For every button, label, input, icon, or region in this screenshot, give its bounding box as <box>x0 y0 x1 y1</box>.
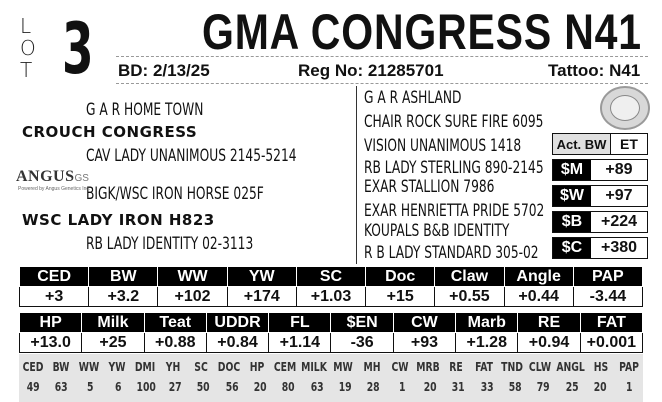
percentile-value: 5 <box>86 380 94 394</box>
epd-value: -36 <box>331 333 393 353</box>
percentile-header: YH <box>166 360 181 374</box>
epd-value: +102 <box>158 287 227 307</box>
breed-association-seal-icon <box>600 86 650 130</box>
birth-date: BD: 2/13/25 <box>118 61 210 80</box>
percentile-rankings <box>19 354 643 402</box>
percentile-header: WW <box>78 360 100 374</box>
epd-value: +93 <box>393 333 455 353</box>
epd-header: BW <box>89 267 158 287</box>
epd-header: $EN <box>331 313 393 333</box>
sire-sire: G A R HOME TOWN <box>86 100 204 120</box>
actual-birth-weight-value: ET <box>620 136 638 152</box>
percentile-value-row <box>19 380 643 394</box>
epd-value: -3.44 <box>573 287 642 307</box>
percentile-value: 20 <box>253 380 267 394</box>
epd-header: Teat <box>144 313 206 333</box>
epd-value: +0.94 <box>518 333 580 353</box>
percentile-value: 63 <box>310 380 324 394</box>
epd-header: FL <box>269 313 331 333</box>
epd-header: HP <box>20 313 82 333</box>
epd-header: SC <box>296 267 365 287</box>
epd-value: +0.84 <box>206 333 268 353</box>
registration-number-value: 21285701 <box>367 61 444 80</box>
epd-value: +13.0 <box>20 333 82 353</box>
epd-value-row <box>20 333 643 353</box>
percentile-value: 49 <box>26 380 40 394</box>
percentile-header: HS <box>593 360 609 374</box>
percentile-header: MRB <box>415 360 440 374</box>
tattoo-value: N41 <box>609 61 641 80</box>
epd-value: +15 <box>366 287 435 307</box>
angus-gs-logo: ANGUSGS <box>16 168 89 185</box>
percentile-header: CW <box>391 360 409 374</box>
epd-value: +1.14 <box>269 333 331 353</box>
birth-date-value: 2/13/25 <box>152 61 210 80</box>
percentile-header: ANGL <box>556 360 585 374</box>
animal-name-title: GMA CONGRESS N41 <box>202 4 642 60</box>
percentile-value: 20 <box>593 380 607 394</box>
epd-header: YW <box>227 267 296 287</box>
percentile-value: 28 <box>367 380 380 394</box>
pedigree-right-6: EXAR HENRIETTA PRIDE 5702 <box>364 201 545 221</box>
epd-header-row <box>20 313 643 333</box>
percentile-value: 25 <box>565 380 579 394</box>
epd-value: +3.2 <box>89 287 158 307</box>
percentile-header: PAP <box>619 360 639 374</box>
epd-value: +1.28 <box>456 333 518 353</box>
percentile-value: 20 <box>423 380 437 394</box>
percentile-header: MH <box>363 360 381 374</box>
divider-top <box>116 56 648 57</box>
percentile-value: 80 <box>281 380 295 394</box>
epd-table-1 <box>19 266 643 307</box>
epd-value: +174 <box>227 287 296 307</box>
sire-dam: CAV LADY UNANIMOUS 2145-5214 <box>86 146 297 166</box>
percentile-header: CLW <box>528 360 551 374</box>
tattoo: Tattoo: N41 <box>548 61 641 80</box>
pedigree-right-1: G A R ASHLAND <box>364 88 462 108</box>
percentile-value: 31 <box>452 380 466 394</box>
epd-header: PAP <box>573 267 642 287</box>
epd-header: Claw <box>435 267 504 287</box>
pedigree-right-3: VISION UNANIMOUS 1418 <box>364 136 522 156</box>
dam: WSC LADY IRON H823 <box>22 211 215 229</box>
percentile-header: RE <box>448 360 463 374</box>
percentile-value: 63 <box>55 380 68 394</box>
epd-value: +0.44 <box>504 287 573 307</box>
angus-logo-tagline: Powered by Angus Genetics Inc. <box>18 186 91 192</box>
percentile-header: FAT <box>474 360 493 374</box>
pedigree-divider <box>356 86 357 264</box>
epd-header: RE <box>518 313 580 333</box>
epd-header: UDDR <box>206 313 268 333</box>
epd-header: Doc <box>366 267 435 287</box>
dollar-index-m: $M +89 <box>552 159 648 181</box>
percentile-header-row <box>19 360 643 374</box>
percentile-header: YW <box>108 360 126 374</box>
pedigree-right-5: EXAR STALLION 7986 <box>364 177 495 197</box>
pedigree-right-4: RB LADY STERLING 890-2145 <box>364 158 544 178</box>
percentile-value: 100 <box>136 380 157 394</box>
epd-header: FAT <box>580 313 642 333</box>
percentile-header: SC <box>194 360 209 374</box>
epd-value: +0.88 <box>144 333 206 353</box>
lot-letter-o: O <box>20 36 36 60</box>
percentile-value: 19 <box>338 380 352 394</box>
lot-letter-l: L <box>20 14 32 38</box>
percentile-header: HP <box>250 360 265 374</box>
percentile-value: 1 <box>625 380 632 394</box>
epd-value: +0.55 <box>435 287 504 307</box>
lot-letter-t: T <box>20 58 33 82</box>
epd-header-row <box>20 267 643 287</box>
dam-sire: BIGK/WSC IRON HORSE 025F <box>86 184 264 204</box>
percentile-value: 50 <box>196 380 210 394</box>
epd-header: WW <box>158 267 227 287</box>
epd-header: CW <box>393 313 455 333</box>
registration-number: Reg No: 21285701 <box>298 61 444 80</box>
percentile-header: DMI <box>135 360 156 374</box>
percentile-value: 27 <box>168 380 182 394</box>
epd-value: +25 <box>82 333 144 353</box>
epd-header: Angle <box>504 267 573 287</box>
divider-bottom <box>116 83 648 84</box>
percentile-header: MW <box>333 360 354 374</box>
dollar-index-b: $B +224 <box>552 211 648 233</box>
percentile-value: 6 <box>115 380 122 394</box>
percentile-header: DOC <box>218 360 241 374</box>
epd-value: +3 <box>20 287 89 307</box>
pedigree-right-2: CHAIR ROCK SURE FIRE 6095 <box>364 112 544 132</box>
percentile-header: BW <box>52 360 70 374</box>
actual-birth-weight <box>552 133 648 155</box>
sire: CROUCH CONGRESS <box>22 123 198 141</box>
epd-header: CED <box>20 267 89 287</box>
percentile-value: 58 <box>508 380 522 394</box>
pedigree-right-8: R B LADY STANDARD 305-02 <box>364 243 539 263</box>
percentile-header: TND <box>500 360 523 374</box>
percentile-value: 33 <box>480 380 494 394</box>
actual-birth-weight-label: Act. BW <box>553 134 611 154</box>
epd-value: +1.03 <box>296 287 365 307</box>
lot-number: 3 <box>62 8 94 90</box>
percentile-value: 1 <box>398 380 406 394</box>
epd-header: Milk <box>82 313 144 333</box>
epd-value: +0.001 <box>580 333 642 353</box>
epd-header: Marb <box>456 313 518 333</box>
dollar-index-w: $W +97 <box>552 185 648 207</box>
epd-table-2 <box>19 312 643 353</box>
percentile-header: CEM <box>274 360 297 374</box>
percentile-header: MILK <box>301 360 328 374</box>
percentile-value: 79 <box>537 380 551 394</box>
pedigree-right-7: KOUPALS B&B IDENTITY <box>364 221 510 241</box>
dollar-index-c: $C +380 <box>552 237 648 259</box>
percentile-value: 56 <box>225 380 239 394</box>
percentile-header: CED <box>22 360 44 374</box>
epd-value-row <box>20 287 643 307</box>
dam-dam: RB LADY IDENTITY 02-3113 <box>86 234 254 254</box>
